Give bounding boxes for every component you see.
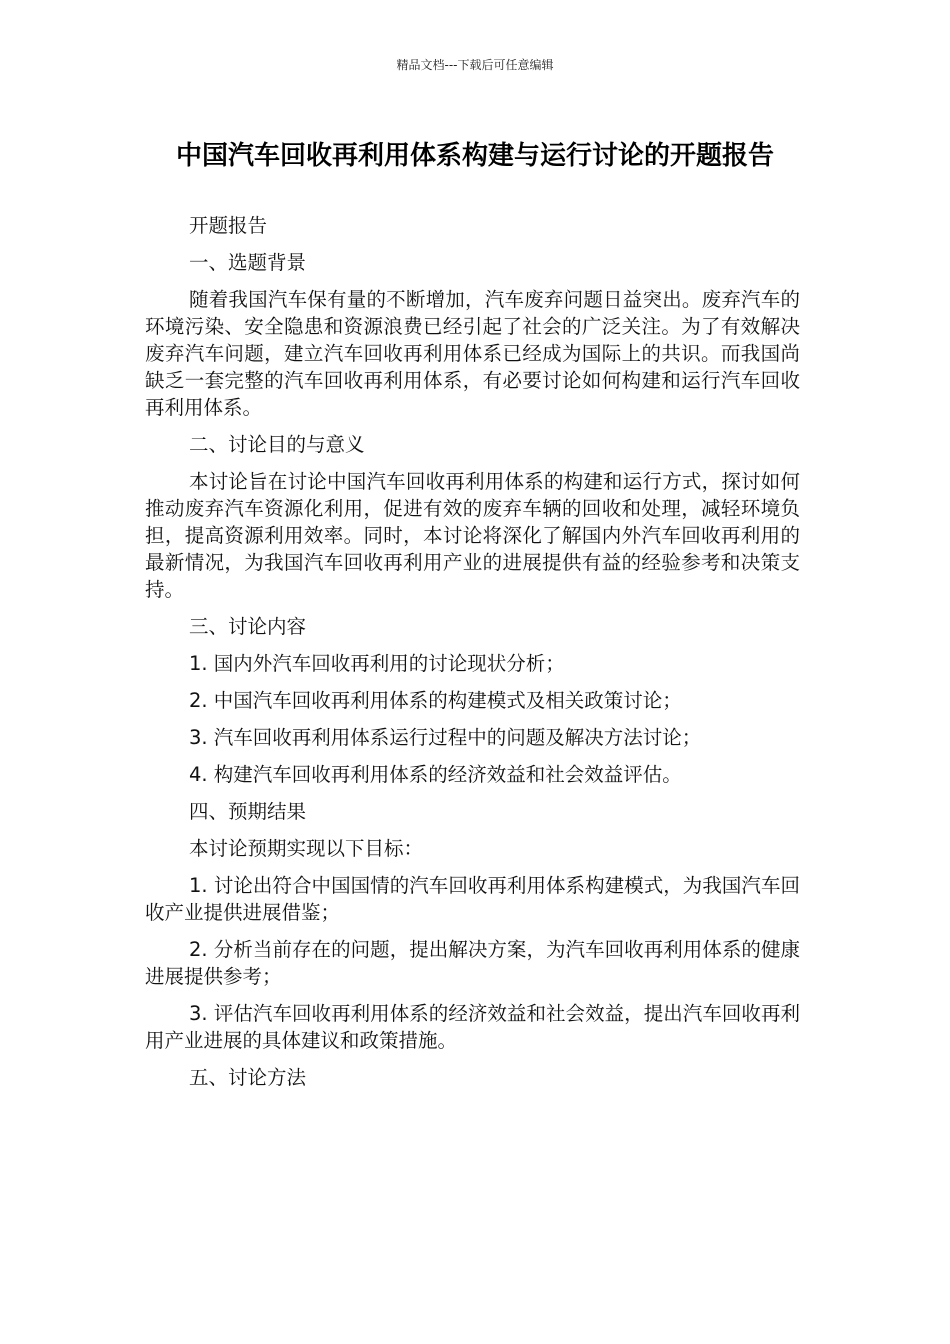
paragraph-background: 随着我国汽车保有量的不断增加，汽车废弃问题日益突出。废弃汽车的环境污染、安全隐患和资源浪费已经引起了社会的广泛关注。为了有效解决废弃汽车问题，建立汽车回收再利用体系已经成为国际上的共识。而我国尚缺乏一套完整的汽车回收再利用体系，有必要讨论如何构建和运行汽车回收再利用体系。 <box>145 288 800 419</box>
heading-content: 三、讨论内容 <box>189 615 307 638</box>
paragraph-report-label: 开题报告 <box>189 214 268 237</box>
list-item-goal-1: 1. 讨论出符合中国国情的汽车回收再利用体系构建模式，为我国汽车回收产业提供进展借鉴； <box>145 874 800 924</box>
list-item-content-4: 4. 构建汽车回收再利用体系的经济效益和社会效益评估。 <box>189 763 682 786</box>
list-item-goal-3: 3. 评估汽车回收再利用体系的经济效益和社会效益，提出汽车回收再利用产业进展的具体建议和政策措施。 <box>145 1002 800 1052</box>
paragraph-purpose: 本讨论旨在讨论中国汽车回收再利用体系的构建和运行方式，探讨如何推动废弃汽车资源化利用，促进有效的废弃车辆的回收和处理，减轻环境负担，提高资源利用效率。同时，本讨论将深化了解国内外汽车回收再利用的最新情况，为我国汽车回收再利用产业的进展提供有益的经验参考和决策支持。 <box>145 470 800 601</box>
list-item-goal-2: 2. 分析当前存在的问题，提出解决方案，为汽车回收再利用体系的健康进展提供参考； <box>145 938 800 988</box>
list-item-content-2: 2. 中国汽车回收再利用体系的构建模式及相关政策讨论； <box>189 689 682 712</box>
list-item-content-3: 3. 汽车回收再利用体系运行过程中的问题及解决方法讨论； <box>189 726 702 749</box>
document-title: 中国汽车回收再利用体系构建与运行讨论的开题报告 <box>175 141 774 171</box>
heading-expected-results: 四、预期结果 <box>189 800 307 823</box>
paragraph-goals-intro: 本讨论预期实现以下目标： <box>189 837 424 860</box>
document-body <box>145 212 800 1101</box>
heading-methods: 五、讨论方法 <box>189 1066 307 1089</box>
header-note: 精品文档---下载后可任意编辑 <box>396 58 554 72</box>
heading-background: 一、选题背景 <box>189 251 307 274</box>
list-item-content-1: 1. 国内外汽车回收再利用的讨论现状分析； <box>189 652 565 675</box>
heading-purpose: 二、讨论目的与意义 <box>189 433 365 456</box>
